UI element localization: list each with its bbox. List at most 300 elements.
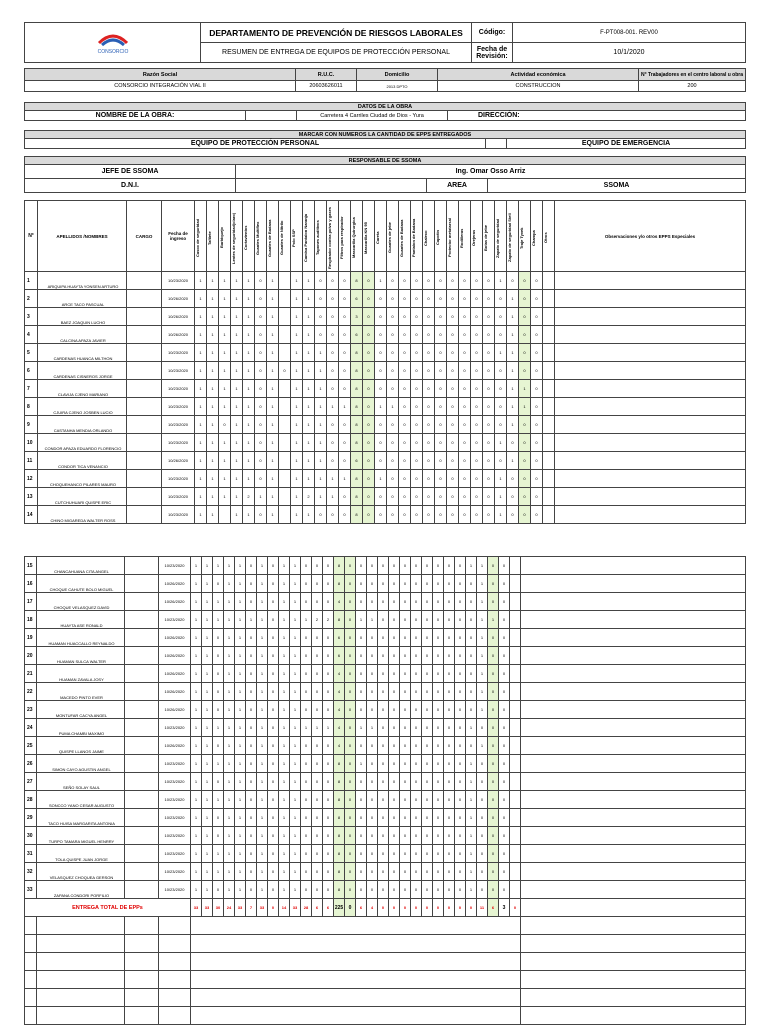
row-epp-value: 1 (387, 398, 399, 416)
row-epp-value: 1 (367, 611, 378, 629)
row-epp-value: 0 (367, 557, 378, 575)
row-epp-value: 0 (312, 773, 323, 791)
row-epp-value: 1 (290, 773, 301, 791)
empty-cell (159, 953, 191, 971)
row-epp-value: 0 (422, 593, 433, 611)
row-epp-value: 0 (531, 452, 543, 470)
row-epp-value: 0 (455, 827, 466, 845)
row-name: SEÑO SOLAY SAUL (37, 773, 125, 791)
row-epp-value: 1 (315, 488, 327, 506)
row-cargo (127, 326, 162, 344)
row-epp-value: 0 (363, 272, 375, 290)
row-epp-value: 1 (202, 575, 213, 593)
table-row (25, 362, 746, 380)
row-epp-value: 1 (290, 737, 301, 755)
row-epp-value: 0 (345, 881, 356, 899)
row-epp-value: 1 (224, 755, 235, 773)
row-epp-value (510, 773, 521, 791)
row-name: CONDOR TICA VENANCIO (38, 452, 127, 470)
row-epp-value: 0 (495, 452, 507, 470)
row-epp-value: 1 (466, 863, 477, 881)
total-value: 6 (356, 899, 367, 917)
total-value: 6 (323, 899, 334, 917)
row-epp-value: 0 (345, 701, 356, 719)
table-row (25, 809, 746, 827)
row-epp-value: 0 (471, 290, 483, 308)
row-epp-value: 0 (423, 290, 435, 308)
row-epp-value: 0 (422, 557, 433, 575)
row-epp-value: 0 (459, 506, 471, 524)
row-epp-value: 0 (444, 701, 455, 719)
row-date: 10/23/2020 (162, 488, 195, 506)
row-epp-value: 0 (327, 506, 339, 524)
row-epp-value: 0 (339, 488, 351, 506)
empty-cell (25, 1007, 37, 1025)
row-epp-value: 0 (422, 701, 433, 719)
row-epp-value: 0 (367, 593, 378, 611)
row-epp-value: 0 (327, 416, 339, 434)
row-epp-value: 1 (279, 755, 290, 773)
row-epp-value: 1 (243, 362, 255, 380)
row-date: 10/26/2020 (162, 308, 195, 326)
row-epp-value: 1 (279, 557, 290, 575)
row-epp-value: 0 (495, 290, 507, 308)
row-epp-value: 0 (495, 398, 507, 416)
row-epp-value: 0 (312, 665, 323, 683)
row-epp-value: 0 (459, 290, 471, 308)
row-epp-value: 1 (290, 701, 301, 719)
row-epp-value: 1 (191, 845, 202, 863)
row-epp-value: 0 (471, 506, 483, 524)
row-epp-value (279, 452, 291, 470)
row-date: 10/26/2020 (159, 593, 191, 611)
row-epp-value: 0 (531, 506, 543, 524)
row-epp-value: 0 (423, 326, 435, 344)
row-epp-value: 0 (345, 683, 356, 701)
row-epp-value: 0 (483, 398, 495, 416)
row-epp-value: 0 (477, 791, 488, 809)
row-date: 10/23/2020 (162, 344, 195, 362)
row-number: 14 (25, 506, 38, 524)
row-epp-value: 0 (411, 398, 423, 416)
company-logo-icon (93, 29, 133, 55)
row-epp-value: 8 (351, 362, 363, 380)
domicilio-label: Domicilio (357, 69, 438, 81)
row-epp-value: 0 (499, 863, 510, 881)
table-row (25, 308, 746, 326)
row-cargo (125, 755, 159, 773)
row-epp-value: 1 (477, 665, 488, 683)
row-epp-value: 0 (422, 755, 433, 773)
row-epp-value: 0 (531, 380, 543, 398)
row-epp-value: 1 (290, 611, 301, 629)
row-epp-value: 0 (422, 863, 433, 881)
row-cargo (127, 398, 162, 416)
row-epp-value: 0 (423, 416, 435, 434)
row-epp-value: 1 (466, 719, 477, 737)
row-epp-value: 0 (499, 881, 510, 899)
row-epp-value (510, 611, 521, 629)
row-epp-value: 0 (422, 719, 433, 737)
row-number: 5 (25, 344, 38, 362)
row-epp-value: 1 (231, 362, 243, 380)
row-epp-value: 1 (279, 773, 290, 791)
row-epp-value: 0 (345, 665, 356, 683)
row-epp-value: 1 (207, 272, 219, 290)
row-date: 10/26/2020 (159, 683, 191, 701)
row-epp-value: 0 (433, 647, 444, 665)
row-epp-value: 0 (488, 701, 499, 719)
row-epp-value: 0 (367, 737, 378, 755)
row-epp-value (543, 362, 555, 380)
table-row (25, 290, 746, 308)
row-epp-value: 0 (301, 629, 312, 647)
header-epp-column (471, 201, 483, 272)
row-epp-value: 0 (488, 881, 499, 899)
row-epp-value: 1 (235, 773, 246, 791)
row-epp-value: 0 (488, 755, 499, 773)
row-epp-value: 1 (290, 863, 301, 881)
row-epp-value: 0 (459, 272, 471, 290)
empty-cell (191, 935, 521, 953)
total-value: 0 (268, 899, 279, 917)
table-row (25, 719, 746, 737)
row-epp-value (510, 647, 521, 665)
row-epp-value (510, 683, 521, 701)
row-epp-value: 0 (389, 827, 400, 845)
row-epp-value: 1 (202, 647, 213, 665)
row-epp-value: 0 (268, 773, 279, 791)
row-epp-value: 0 (378, 647, 389, 665)
row-epp-value: 1 (243, 344, 255, 362)
epps-section-title: MARCAR CON NUMEROS LA CANTIDAD DE EPPS ENTREGADOS (25, 131, 746, 139)
row-epp-value: 1 (267, 326, 279, 344)
epp-column-label: Zapato de seguridad Stell (507, 213, 512, 263)
empty-cell (25, 989, 37, 1007)
row-epp-value: 0 (400, 737, 411, 755)
total-value: 33 (257, 899, 268, 917)
fecha-label: Fecha de Revisión: (472, 43, 513, 63)
row-epp-value: 0 (339, 326, 351, 344)
row-epp-value: 0 (301, 647, 312, 665)
row-epp-value: 0 (531, 290, 543, 308)
empty-cell (159, 971, 191, 989)
row-epp-value: 1 (301, 611, 312, 629)
row-epp-value: 4 (334, 593, 345, 611)
row-date: 10/26/2020 (162, 452, 195, 470)
row-epp-value: 1 (202, 827, 213, 845)
row-name: ARCE TACO PASCUAL (38, 290, 127, 308)
row-epp-value: 1 (231, 272, 243, 290)
row-epp-value: 0 (411, 434, 423, 452)
row-epp-value: 1 (202, 791, 213, 809)
row-epp-value: 0 (213, 809, 224, 827)
row-epp-value: 6 (351, 290, 363, 308)
row-epp-value: 2 (323, 611, 334, 629)
row-name: MACEDO PINTO EVER (37, 683, 125, 701)
row-epp-value: 0 (255, 506, 267, 524)
row-epp-value: 1 (356, 755, 367, 773)
row-epp-value: 0 (411, 611, 422, 629)
row-name: CLAVIJA CJENO MARIANO (38, 380, 127, 398)
row-epp-value: 6 (334, 629, 345, 647)
row-epp-value: 0 (499, 611, 510, 629)
table-row (25, 593, 746, 611)
row-date: 10/23/2020 (159, 773, 191, 791)
row-observaciones (521, 881, 746, 899)
row-epp-value: 0 (447, 416, 459, 434)
row-epp-value: 0 (255, 308, 267, 326)
row-epp-value: 0 (339, 506, 351, 524)
row-epp-value: 0 (411, 452, 423, 470)
epp-column-label: Guantes de jebe (387, 222, 392, 254)
row-epp-value: 0 (389, 881, 400, 899)
row-epp-value: 0 (495, 380, 507, 398)
row-epp-value: 0 (488, 647, 499, 665)
header-epp-column (399, 201, 411, 272)
row-number: 16 (25, 575, 37, 593)
row-epp-value: 0 (213, 575, 224, 593)
row-epp-value: 1 (315, 380, 327, 398)
header-fecha: Fecha de ingreso (162, 201, 195, 272)
row-epp-value: 1 (213, 611, 224, 629)
row-epp-value: 1 (231, 308, 243, 326)
row-epp-value: 0 (387, 344, 399, 362)
header-epp-column (195, 201, 207, 272)
row-epp-value: 0 (519, 344, 531, 362)
row-name: SIMON CAYO AGUSTIN ANGEL (37, 755, 125, 773)
row-epp-value: 0 (499, 701, 510, 719)
row-epp-value: 1 (207, 434, 219, 452)
row-epp-value: 1 (303, 272, 315, 290)
row-epp-value: 0 (367, 665, 378, 683)
row-epp-value: 0 (387, 362, 399, 380)
empty-cell (159, 1007, 191, 1025)
row-date: 10/23/2020 (162, 362, 195, 380)
row-epp-value: 1 (507, 398, 519, 416)
razon-value: CONSORCIO INTEGRACIÓN VIAL II (25, 81, 296, 92)
row-epp-value: 0 (363, 290, 375, 308)
epp-column-label: Botas de jebe (483, 225, 488, 252)
empty-cell (159, 935, 191, 953)
row-epp-value: 1 (224, 701, 235, 719)
row-epp-value: 0 (435, 452, 447, 470)
row-epp-value: 1 (246, 611, 257, 629)
row-epp-value: 0 (499, 647, 510, 665)
row-epp-value: 1 (290, 881, 301, 899)
row-epp-value: 1 (195, 326, 207, 344)
row-epp-value: 0 (389, 647, 400, 665)
row-epp-value: 1 (291, 488, 303, 506)
row-number: 23 (25, 701, 37, 719)
row-date: 10/26/2020 (159, 701, 191, 719)
row-epp-value: 1 (224, 629, 235, 647)
row-epp-value: 8 (351, 416, 363, 434)
row-epp-value: 0 (422, 647, 433, 665)
row-epp-value: 1 (477, 557, 488, 575)
row-epp-value: 1 (224, 611, 235, 629)
row-epp-value: 0 (455, 557, 466, 575)
row-epp-value: 8 (334, 791, 345, 809)
row-epp-value: 0 (423, 308, 435, 326)
row-name: QUISPE LLANOS JAIME (37, 737, 125, 755)
row-epp-value: 1 (213, 557, 224, 575)
row-epp-value: 0 (459, 308, 471, 326)
row-epp-value: 1 (495, 434, 507, 452)
row-observaciones (521, 791, 746, 809)
row-epp-value: 1 (303, 452, 315, 470)
row-epp-value: 1 (191, 755, 202, 773)
row-epp-value: 1 (279, 809, 290, 827)
row-epp-value: 0 (488, 863, 499, 881)
row-epp-value: 1 (224, 791, 235, 809)
row-epp-value: 0 (435, 488, 447, 506)
row-epp-value: 0 (378, 611, 389, 629)
row-epp-value: 0 (433, 773, 444, 791)
row-epp-value: 0 (387, 290, 399, 308)
header-epp-column (543, 201, 555, 272)
row-epp-value: 0 (356, 701, 367, 719)
row-epp-value: 1 (291, 308, 303, 326)
row-epp-value: 0 (519, 362, 531, 380)
row-epp-value: 0 (356, 593, 367, 611)
row-epp-value: 1 (466, 845, 477, 863)
row-epp-value: 0 (483, 308, 495, 326)
row-cargo (125, 737, 159, 755)
table-row (25, 863, 746, 881)
row-epp-value: 0 (435, 308, 447, 326)
row-epp-value (279, 344, 291, 362)
row-epp-value: 0 (367, 845, 378, 863)
row-epp-value: 0 (246, 647, 257, 665)
row-epp-value: 0 (447, 326, 459, 344)
row-observaciones (555, 308, 746, 326)
epp-column-label: Zapato de seguridad (495, 218, 500, 258)
row-epp-value: 0 (422, 809, 433, 827)
empty-cell (37, 1007, 125, 1025)
row-epp-value: 0 (400, 611, 411, 629)
row-epp-value: 0 (411, 701, 422, 719)
row-epp-value: 1 (219, 290, 231, 308)
row-epp-value: 1 (303, 506, 315, 524)
obra-section-title: DATOS DE LA OBRA (25, 103, 746, 111)
row-epp-value: 0 (423, 344, 435, 362)
row-epp-value: 1 (315, 416, 327, 434)
row-epp-value: 0 (488, 593, 499, 611)
row-epp-value: 1 (290, 629, 301, 647)
row-epp-value: 0 (499, 773, 510, 791)
row-number: 17 (25, 593, 37, 611)
row-epp-value: 0 (411, 629, 422, 647)
row-observaciones (521, 773, 746, 791)
epp-column-label: Tafilete (207, 231, 212, 245)
row-epp-value: 4 (334, 683, 345, 701)
row-epp-value: 0 (400, 791, 411, 809)
row-epp-value: 0 (327, 272, 339, 290)
dni-label: D.N.I. (25, 179, 236, 193)
row-epp-value: 0 (213, 629, 224, 647)
header-epp-column (387, 201, 399, 272)
row-epp-value: 0 (507, 434, 519, 452)
row-epp-value: 4 (334, 665, 345, 683)
row-epp-value: 0 (356, 845, 367, 863)
row-name: CHANCAHUANA CITA ANGEL (37, 557, 125, 575)
row-epp-value: 0 (483, 488, 495, 506)
row-number: 1 (25, 272, 38, 290)
row-epp-value: 0 (455, 701, 466, 719)
row-cargo (127, 362, 162, 380)
row-epp-value: 0 (519, 506, 531, 524)
row-epp-value: 0 (268, 683, 279, 701)
row-epp-value: 0 (447, 398, 459, 416)
header-names: APELLIDOS /NOMBRES (38, 201, 127, 272)
header-epp-column (435, 201, 447, 272)
logo-text: CONSORCIO (97, 48, 128, 55)
row-epp-value: 0 (435, 398, 447, 416)
row-epp-value (510, 575, 521, 593)
row-epp-value: 1 (202, 845, 213, 863)
row-epp-value: 0 (488, 683, 499, 701)
row-epp-value: 0 (327, 452, 339, 470)
row-epp-value (543, 488, 555, 506)
header-epp-column (495, 201, 507, 272)
row-number: 7 (25, 380, 38, 398)
row-epp-value: 0 (499, 557, 510, 575)
header-epp-column (315, 201, 327, 272)
row-epp-value: 1 (202, 809, 213, 827)
row-epp-value: 0 (400, 701, 411, 719)
row-epp-value: 0 (399, 506, 411, 524)
total-value: 0 (510, 899, 521, 917)
row-epp-value: 0 (312, 755, 323, 773)
row-epp-value: 1 (224, 773, 235, 791)
row-epp-value: 1 (195, 362, 207, 380)
row-epp-value: 1 (279, 665, 290, 683)
row-epp-value: 1 (279, 647, 290, 665)
row-epp-value: 1 (507, 344, 519, 362)
row-epp-value: 0 (422, 791, 433, 809)
row-date: 10/26/2020 (159, 629, 191, 647)
row-epp-value: 1 (303, 470, 315, 488)
row-epp-value: 1 (235, 557, 246, 575)
row-epp-value: 0 (255, 470, 267, 488)
row-epp-value: 1 (243, 380, 255, 398)
row-epp-value: 0 (246, 593, 257, 611)
total-value: 14 (279, 899, 290, 917)
row-epp-value: 0 (213, 881, 224, 899)
row-epp-value: 0 (447, 506, 459, 524)
row-name: CARDENAS CISNEROS JORGE (38, 362, 127, 380)
row-epp-value: 0 (363, 506, 375, 524)
row-epp-value: 8 (334, 611, 345, 629)
row-epp-value: 1 (224, 557, 235, 575)
row-epp-value: 0 (433, 881, 444, 899)
row-epp-value: 0 (459, 326, 471, 344)
header-epp-column (267, 201, 279, 272)
row-cargo (125, 719, 159, 737)
total-value: 0 (466, 899, 477, 917)
header-epp-column (255, 201, 267, 272)
row-epp-value: 1 (477, 611, 488, 629)
row-observaciones (521, 737, 746, 755)
row-epp-value: 1 (477, 575, 488, 593)
empty-cell (37, 917, 125, 935)
row-epp-value: 0 (367, 863, 378, 881)
row-epp-value: 1 (466, 773, 477, 791)
row-epp-value: 0 (411, 755, 422, 773)
row-date: 10/23/2020 (162, 434, 195, 452)
row-epp-value: 0 (444, 557, 455, 575)
